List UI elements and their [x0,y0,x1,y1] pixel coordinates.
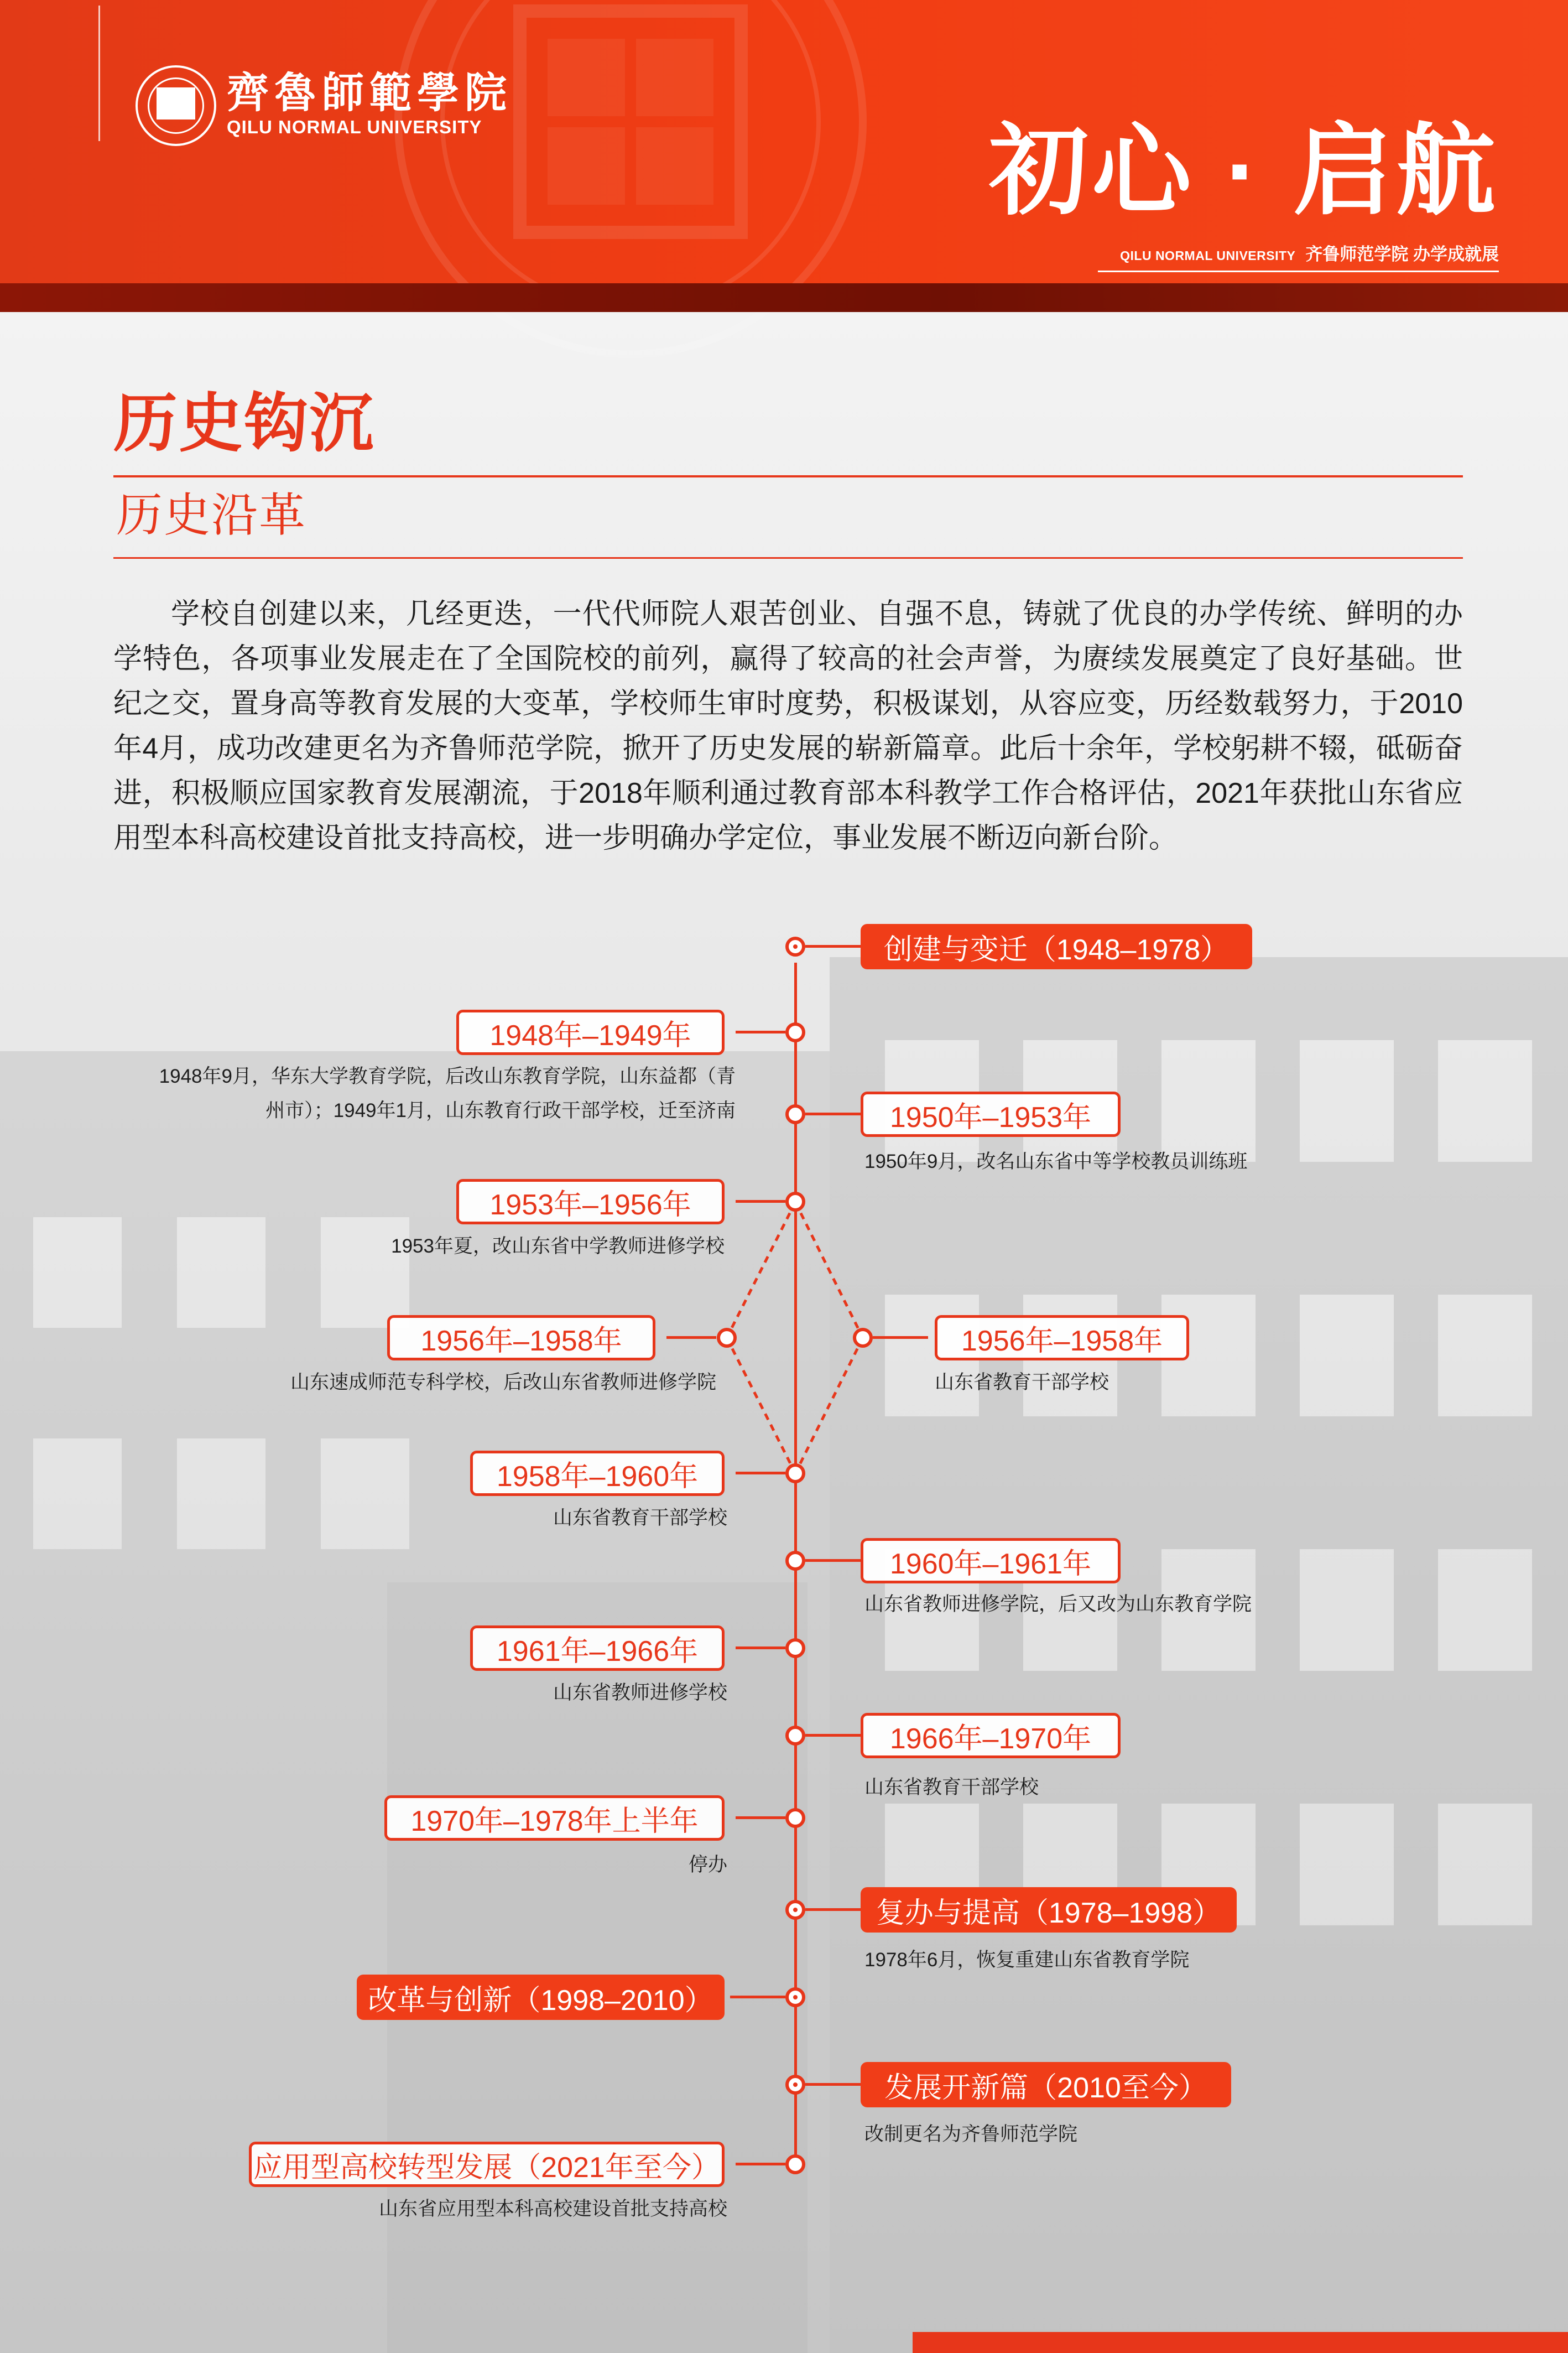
header-bottom-bar [0,283,1568,312]
timeline-connector [736,2163,785,2165]
period-label-1958: 1958年–1960年 [470,1451,725,1496]
timeline-connector [805,1734,861,1737]
period-desc-1970: 停办 [688,1854,727,1876]
university-seal-watermark [382,0,879,371]
period-label-1956-right: 1956年–1958年 [935,1315,1189,1360]
section-title: 历史钩沉 [113,387,374,459]
period-label-1966: 1966年–1970年 [861,1713,1121,1758]
period-label-1961: 1961年–1966年 [470,1625,725,1671]
timeline-node [785,1551,805,1571]
era-desc-new-chapter: 改制更名为齐鲁师范学院 [864,2123,1078,2145]
period-label-1970: 1970年–1978年上半年 [384,1795,725,1841]
period-desc-1961: 山东省教师进修学校 [553,1682,727,1703]
timeline-connector [736,1816,785,1819]
timeline-node [785,1463,805,1483]
era-desc-applied-transformation: 山东省应用型本科高校建设首批支持高校 [378,2198,727,2220]
timeline-node [785,1987,805,2007]
period-label-1953: 1953年–1956年 [456,1179,725,1224]
period-label-1956-left: 1956年–1958年 [387,1315,655,1360]
timeline-connector [805,1908,861,1911]
timeline-node [785,1192,805,1212]
exhibition-title: 初心 · 启航 [989,116,1499,227]
timeline-connector [805,945,861,948]
period-desc-1953: 1953年夏，改山东省中学教师进修学校 [391,1235,725,1257]
footer-accent-bar [913,2332,1568,2353]
timeline-connector [736,1472,785,1474]
timeline-connector [736,1646,785,1649]
timeline-node [785,1022,805,1042]
period-desc-1956-left: 山东速成师范专科学校，后改山东省教师进修学院 [290,1372,716,1393]
subtitle-english: QILU NORMAL UNIVERSITY [1120,248,1296,263]
period-desc-1950: 1950年9月，改名山东省中等学校教员训练班 [864,1151,1248,1172]
section-subtitle: 历史沿革 [116,489,307,541]
era-label-restoration: 复办与提高（1978–1998） [861,1887,1237,1933]
subtitle-underline [1098,271,1499,272]
university-logo-icon [136,65,216,146]
period-desc-1948-line2: 州市）；1949年1月，山东教育行政干部学校，迁至济南 [265,1100,736,1121]
period-desc-1948: 1948年9月，华东大学教育学院，后改山东教育学院，山东益都（青 [159,1066,736,1087]
timeline-connector [805,2083,861,2086]
timeline-node [785,937,805,957]
logo-chinese-name: 齊魯師範學院 [227,68,512,117]
timeline-node [785,1900,805,1920]
era-desc-restoration: 1978年6月，恢复重建山东省教育学院 [864,1949,1190,1971]
timeline-connector [730,1996,785,1998]
period-desc-1960: 山东省教师进修学院，后又改为山东教育学院 [864,1593,1252,1615]
subtitle-chinese: 齐鲁师范学院 办学成就展 [1305,245,1499,264]
period-label-1960: 1960年–1961年 [861,1538,1121,1583]
section-divider [113,475,1463,477]
timeline-node [785,2154,805,2174]
timeline-node [785,2075,805,2095]
exhibition-subtitle [1120,243,1499,267]
timeline-connector [666,1336,716,1339]
era-label-reform: 改革与创新（1998–2010） [357,1975,725,2020]
timeline-connector [736,1200,785,1203]
timeline-connector [873,1336,928,1339]
intro-paragraph: 学校自创建以来，几经更迭，一代代师院人艰苦创业、自强不息，铸就了优良的办学传统、鲜明的办学特色，各项事业发展走在了全国院校的前列，赢得了较高的社会声誉，为赓续发展奠定了良好基础。世纪之交，置身高等教育发展的大变革，学校师生审时度势，积极谋划，从容应变，历经数载努力，于2010年4月，成功改建更名为齐鲁师范学院，掀开了历史发展的崭新篇章。此后十余年，学校躬耕不辍，砥砺奋进，积极顺应国家教育发展潮流，于2018年顺利通过教育部本科教学工作合格评估，2021年获批山东省应用型本科高校建设首批支持高校，进一步明确办学定位，事业发展不断迈向新台阶。 [113,598,1463,854]
logo-english-name: QILU NORMAL UNIVERSITY [227,117,482,137]
timeline-node [785,1808,805,1828]
period-desc-1966: 山东省教育干部学校 [864,1777,1039,1798]
period-desc-1958: 山东省教育干部学校 [553,1507,727,1529]
timeline-connector [805,1113,861,1115]
header-banner [0,0,1568,283]
timeline-node [785,1726,805,1746]
timeline-connector [805,1559,861,1562]
header-divider [98,6,100,141]
era-label-applied-transformation: 应用型高校转型发展（2021年至今） [249,2142,725,2187]
era-label-new-chapter: 发展开新篇（2010至今） [861,2062,1231,2107]
timeline-node [785,1104,805,1124]
timeline-node [785,1638,805,1658]
subsection-divider [113,557,1463,559]
timeline-connector [736,1031,785,1033]
timeline-node [853,1328,873,1348]
period-label-1950: 1950年–1953年 [861,1092,1121,1137]
timeline-node [717,1328,737,1348]
period-desc-1956-right: 山东省教育干部学校 [935,1372,1109,1393]
era-label-founding: 创建与变迁（1948–1978） [861,924,1252,969]
period-label-1948: 1948年–1949年 [456,1010,725,1055]
